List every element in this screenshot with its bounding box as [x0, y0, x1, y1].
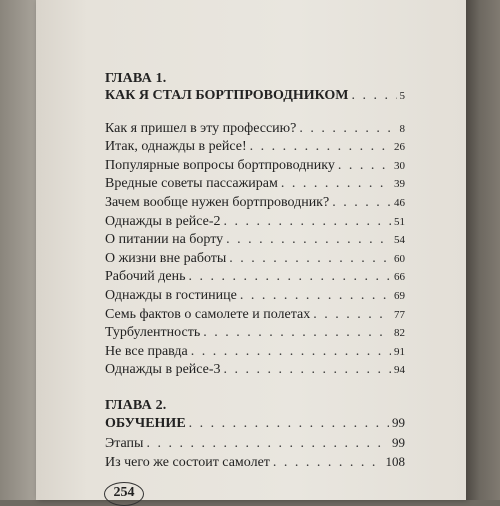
toc-entry [105, 250, 405, 269]
toc-entry-page: 66 [394, 271, 405, 284]
toc-entry-title: Однажды в рейсе-2 [105, 213, 221, 229]
toc-entry-page: 99 [392, 434, 405, 450]
toc-entry-title: Семь фактов о самолете и полетах [105, 306, 311, 322]
toc-entry-title: Этапы [105, 435, 144, 451]
toc-entry-page: 91 [394, 345, 405, 358]
toc-entry [105, 287, 405, 306]
toc-entry-page: 26 [394, 141, 405, 154]
toc-entry [105, 306, 405, 325]
toc-entry-page: 108 [385, 454, 405, 470]
toc-entry [105, 120, 405, 139]
toc-entry-title: Итак, однажды в рейсе! [105, 139, 247, 155]
toc-entry-title: Популярные вопросы бортпроводнику [105, 157, 335, 173]
toc-entry-page: 69 [394, 289, 405, 302]
toc-entry-page: 39 [394, 178, 405, 191]
leader-dots [299, 120, 396, 139]
toc-entry-page: 51 [394, 215, 405, 228]
toc-entry [105, 138, 405, 157]
toc-entry-page: 82 [394, 327, 405, 340]
chapter-1-entries [105, 120, 405, 380]
toc-entry-page: 8 [399, 122, 405, 135]
chapter-2-title-row [105, 414, 405, 434]
chapter-2-label: ГЛАВА 2. [105, 397, 167, 413]
leader-dots [224, 361, 391, 380]
leader-dots [338, 157, 391, 176]
toc-entry-page: 60 [394, 252, 405, 265]
toc-entry [105, 434, 405, 454]
leader-dots [332, 194, 391, 213]
leader-dots [224, 213, 391, 232]
toc-entry-title: Из чего же состоит самолет [105, 455, 270, 471]
leader-dots [191, 343, 391, 362]
chapter-1-label: ГЛАВА 1. [105, 71, 167, 86]
chapter-2-title: ОБУЧЕНИЕ [105, 415, 186, 431]
leader-dots [240, 287, 391, 306]
chapter-1-page: 5 [399, 90, 405, 102]
leader-dots [281, 175, 391, 194]
toc-entry-title: Однажды в гостинице [105, 287, 237, 303]
chapter-2-page: 99 [392, 414, 405, 430]
chapter-1-title-row [105, 87, 405, 106]
leader-dots [250, 138, 391, 157]
toc-entry-title: Вредные советы пассажирам [105, 176, 278, 192]
toc-entry-title: Турбулентность [105, 325, 201, 341]
leader-dots [203, 324, 391, 343]
toc-entry-title: О питании на борту [105, 232, 224, 248]
toc-entry-title: Как я пришел в эту профессию? [105, 120, 297, 136]
leader-dots [146, 435, 389, 454]
toc-entry [105, 213, 405, 232]
toc-entry [105, 231, 405, 250]
leader-dots [189, 268, 392, 287]
leader-dots [273, 454, 383, 473]
page-number: 254 [104, 482, 144, 506]
toc-entry [105, 361, 405, 380]
book-gutter [0, 0, 36, 500]
toc-entry [105, 343, 405, 362]
toc-entry [105, 175, 405, 194]
leader-dots [352, 87, 397, 106]
toc-entry [105, 194, 405, 213]
toc-entry-page: 30 [394, 159, 405, 172]
leader-dots [226, 231, 391, 250]
leader-dots [229, 250, 391, 269]
page-edge [466, 0, 500, 500]
toc-entry-title: Рабочий день [105, 269, 186, 285]
toc-entry-title: Зачем вообще нужен бортпроводник? [105, 194, 330, 210]
toc-entry [105, 268, 405, 287]
toc-entry [105, 324, 405, 343]
leader-dots [189, 415, 389, 434]
toc-entry-page: 54 [394, 234, 405, 247]
leader-dots [313, 306, 391, 325]
table-of-contents [105, 70, 405, 473]
toc-entry [105, 157, 405, 176]
chapter-1-title: КАК Я СТАЛ БОРТПРОВОДНИКОМ [105, 88, 349, 103]
toc-entry-page: 77 [394, 308, 405, 321]
toc-entry-page: 46 [394, 196, 405, 209]
toc-entry-title: Однажды в рейсе-3 [105, 362, 221, 378]
toc-entry-page: 94 [394, 364, 405, 377]
toc-entry-title: Не все правда [105, 343, 188, 359]
toc-entry [105, 453, 405, 473]
toc-entry-title: О жизни вне работы [105, 250, 227, 266]
